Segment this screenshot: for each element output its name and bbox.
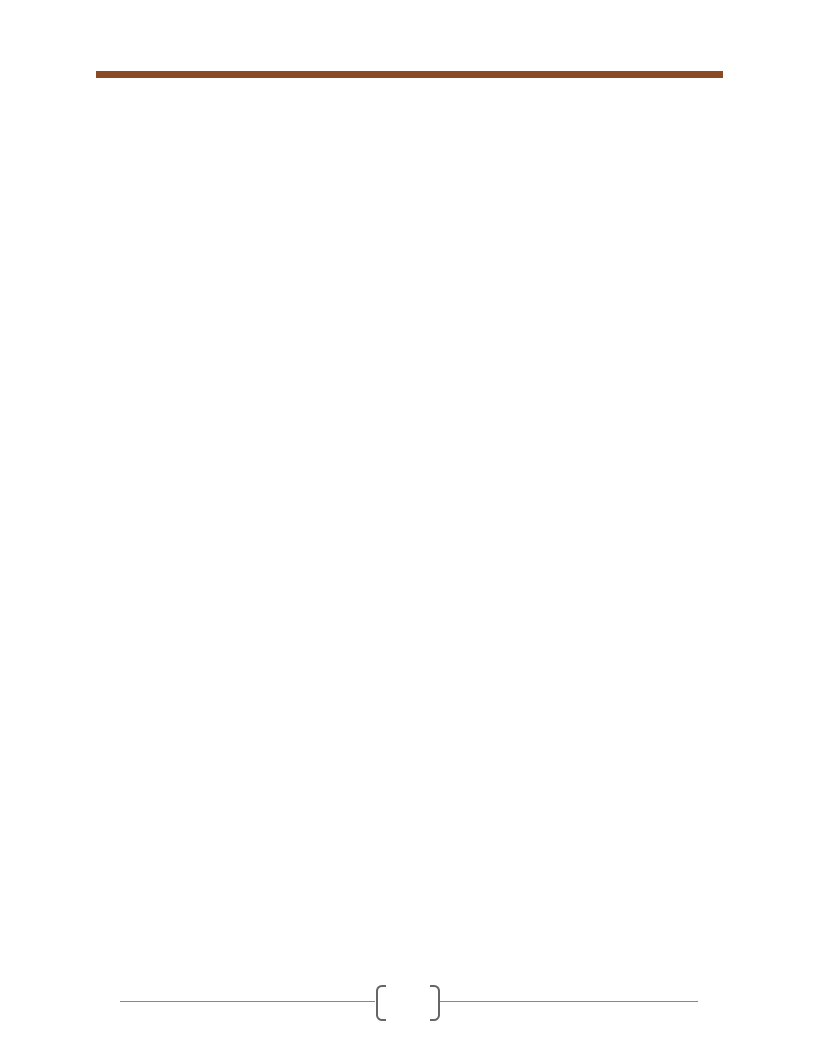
footer-rule-right xyxy=(440,1001,698,1002)
footer-bracket-right xyxy=(430,985,440,1021)
header-rule xyxy=(96,71,723,78)
footer-bracket-left xyxy=(376,985,386,1021)
footer-rule-left xyxy=(120,1001,375,1002)
